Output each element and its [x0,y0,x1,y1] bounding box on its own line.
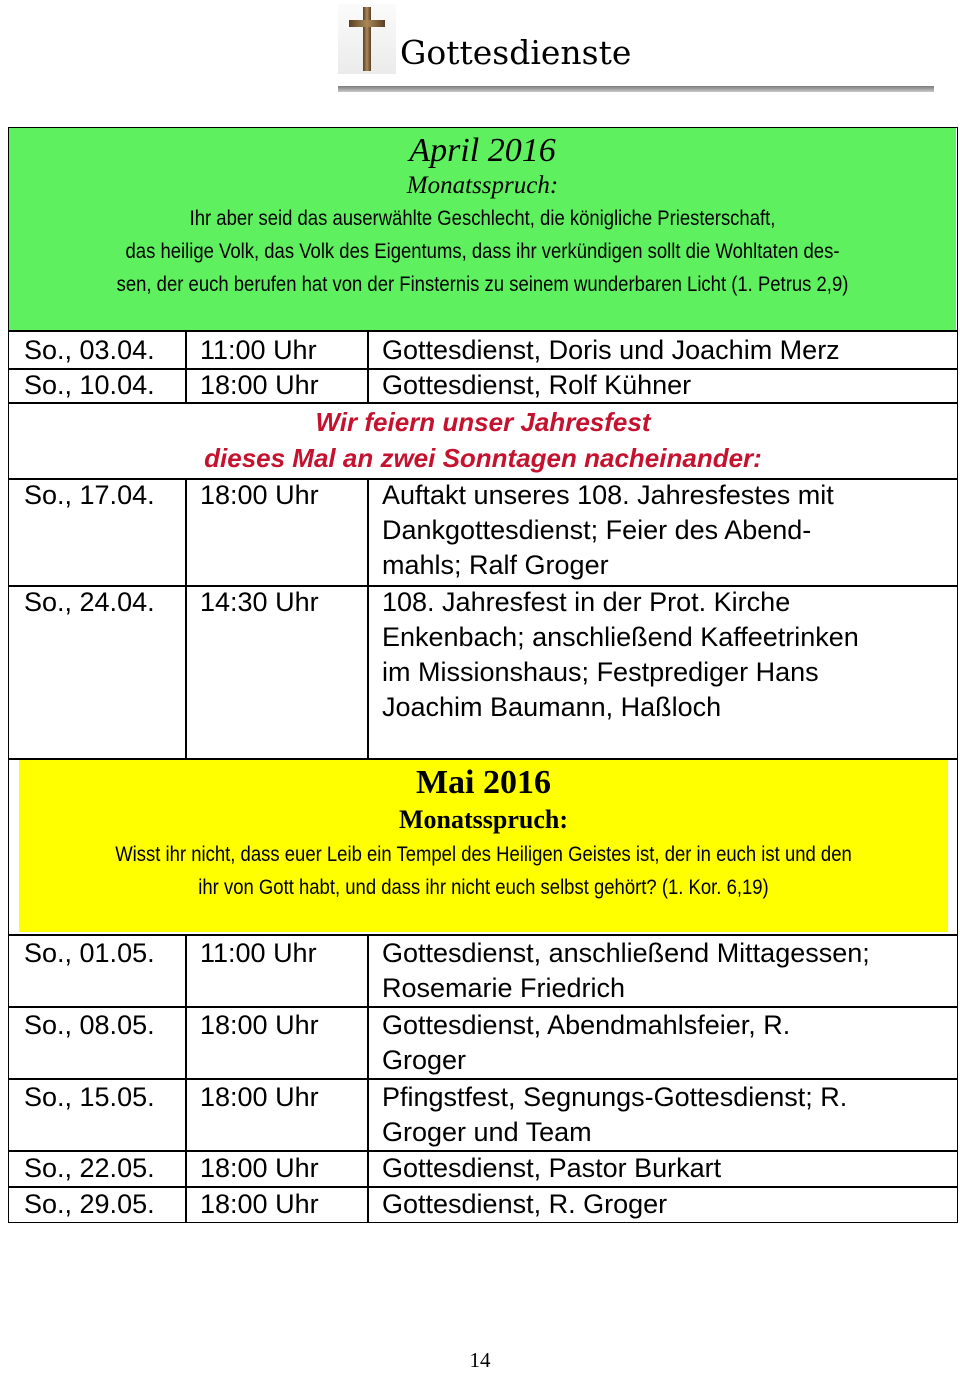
schedule-table [8,127,958,1223]
april-banner [9,128,956,330]
column-divider [185,330,187,402]
april-spruch-line: Ihr aber seid das auserwählte Geschlecht, die königliche Priesterschaft, [189,206,776,230]
event-date: So., 03.04. [24,335,155,365]
mai-spruch-line: ihr von Gott habt, und dass ihr nicht euch selbst gehört? (1. Kor. 6,19) [198,875,769,899]
cross-logo [338,4,396,74]
jahresfest-notice: dieses Mal an zwei Sonntagen nacheinander: [204,443,762,473]
event-date: So., 08.05. [24,1010,155,1040]
header-divider [338,86,934,92]
column-divider [185,478,187,758]
event-description: Joachim Baumann, Haßloch [382,692,722,722]
event-time: 11:00 Uhr [200,335,317,365]
event-description: Gottesdienst, Rolf Kühner [382,370,692,400]
event-description: Gottesdienst, R. Groger [382,1189,668,1219]
event-date: So., 17.04. [24,480,155,510]
event-time: 18:00 Uhr [200,1189,319,1219]
april-title: April 2016 [409,132,556,169]
column-divider [367,478,369,758]
event-description: Auftakt unseres 108. Jahresfestes mit [382,480,834,510]
event-description: Enkenbach; anschließend Kaffeetrinken [382,622,859,652]
event-description: Gottesdienst, Doris und Joachim Merz [382,335,840,365]
event-time: 18:00 Uhr [200,1082,319,1112]
mai-title: Mai 2016 [415,764,552,801]
event-description: Gottesdienst, Abendmahlsfeier, R. [382,1010,791,1040]
event-time: 18:00 Uhr [200,370,319,400]
event-date: So., 10.04. [24,370,155,400]
event-time: 18:00 Uhr [200,480,319,510]
event-time: 18:00 Uhr [200,1010,319,1040]
april-spruch-line: das heilige Volk, das Volk des Eigentums, dass ihr verkündigen sollt die Wohltaten des- [125,239,840,263]
mai-banner [19,760,948,932]
april-spruch-line: sen, der euch berufen hat von der Finsternis zu seinem wunderbaren Licht (1. Petrus 2,9) [116,272,849,296]
event-date: So., 01.05. [24,938,155,968]
event-description: Gottesdienst, anschließend Mittagessen; [382,938,870,968]
event-description: 108. Jahresfest in der Prot. Kirche [382,587,791,617]
event-description: im Missionshaus; Festprediger Hans [382,657,819,687]
event-description: Rosemarie Friedrich [382,973,626,1003]
event-description: Groger [382,1045,467,1075]
event-date: So., 29.05. [24,1189,155,1219]
mai-spruch-label: Monatsspruch: [398,805,568,834]
event-description: mahls; Ralf Groger [382,550,609,580]
event-description: Pfingstfest, Segnungs-Gottesdienst; R. [382,1082,848,1112]
event-date: So., 15.05. [24,1082,155,1112]
april-spruch-label: Monatsspruch: [406,172,559,199]
event-description: Gottesdienst, Pastor Burkart [382,1153,722,1183]
column-divider [185,934,187,1222]
event-time: 14:30 Uhr [200,587,319,617]
column-divider [367,330,369,402]
event-description: Groger und Team [382,1117,592,1147]
event-date: So., 22.05. [24,1153,155,1183]
page-title: Gottesdienste [400,33,632,72]
event-date: So., 24.04. [24,587,155,617]
row-divider [9,330,957,332]
jahresfest-notice: Wir feiern unser Jahresfest [315,407,651,437]
event-time: 11:00 Uhr [200,938,317,968]
column-divider [367,934,369,1222]
mai-spruch-line: Wisst ihr nicht, dass euer Leib ein Tempel des Heiligen Geistes ist, der in euch ist und den [115,842,852,866]
cross-icon [338,4,396,74]
event-time: 18:00 Uhr [200,1153,319,1183]
event-description: Dankgottesdienst; Feier des Abend- [382,515,812,545]
page-number: 14 [469,1348,491,1372]
